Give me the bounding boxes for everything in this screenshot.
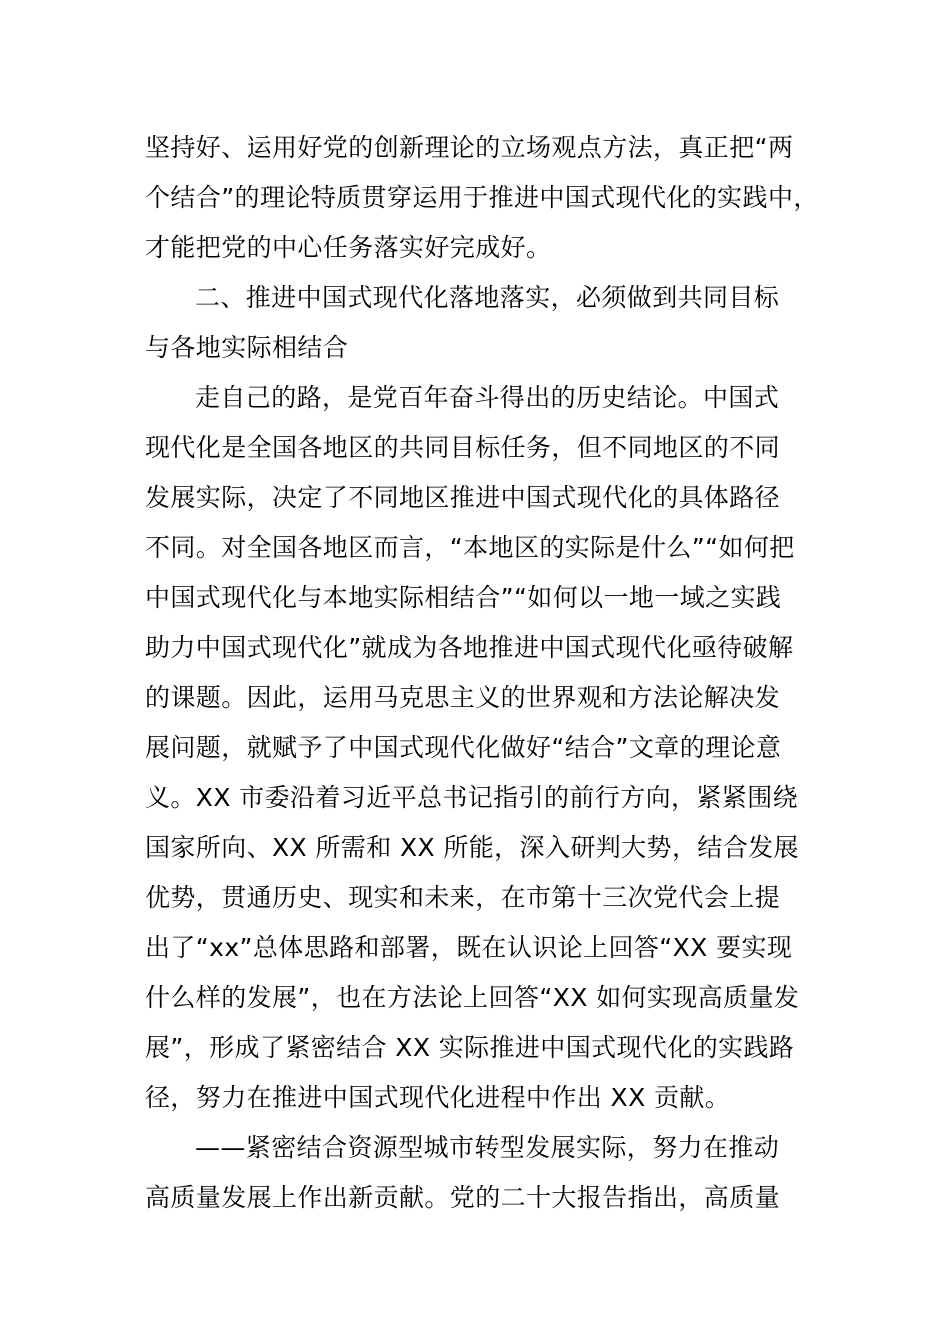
text-line: 不同。对全国各地区而言，“本地区的实际是什么”“如何把: [145, 533, 795, 562]
text-line: 优势，贯通历史、现实和未来，在市第十三次党代会上提: [145, 883, 781, 912]
text-line: 现代化是全国各地区的共同目标任务，但不同地区的不同: [145, 433, 781, 462]
text-line: 中国式现代化与本地实际相结合”“如何以一地一域之实践: [145, 583, 782, 612]
text-line: ——紧密结合资源型城市转型发展实际，努力在推动: [195, 1133, 780, 1162]
text-line: 的课题。因此，运用马克思主义的世界观和方法论解决发: [145, 683, 781, 712]
text-line: 国家所向、XX 所需和 XX 所能，深入研判大势，结合发展: [145, 833, 799, 862]
text-line: 展”，形成了紧密结合 XX 实际推进中国式现代化的实践路: [145, 1033, 795, 1062]
text-line: 展问题，就赋予了中国式现代化做好“结合”文章的理论意: [145, 733, 782, 762]
text-line: 高质量发展上作出新贡献。党的二十大报告指出，高质量: [145, 1183, 781, 1212]
text-line: 助力中国式现代化”就成为各地推进中国式现代化亟待破解: [145, 633, 794, 662]
text-line: 走自己的路，是党百年奋斗得出的历史结论。中国式: [195, 383, 780, 412]
text-line: 才能把党的中心任务落实好完成好。: [145, 233, 552, 262]
section-heading: 与各地实际相结合: [145, 333, 349, 362]
text-line: 径，努力在推进中国式现代化进程中作出 XX 贡献。: [145, 1083, 731, 1112]
text-line: 发展实际，决定了不同地区推进中国式现代化的具体路径: [145, 483, 781, 512]
section-heading: 二、推进中国式现代化落地落实，必须做到共同目标: [195, 283, 780, 312]
text-line: 义。XX 市委沿着习近平总书记指引的前行方向，紧紧围绕: [145, 783, 799, 812]
text-line: 什么样的发展”，也在方法论上回答“XX 如何实现高质量发: [145, 983, 800, 1012]
text-line: 个结合”的理论特质贯穿运用于推进中国式现代化的实践中，: [145, 183, 819, 212]
text-line: 出了“xx”总体思路和部署，既在认识论上回答“XX 要实现: [145, 933, 793, 962]
text-line: 坚持好、运用好党的创新理论的立场观点方法，真正把“两: [145, 133, 794, 162]
